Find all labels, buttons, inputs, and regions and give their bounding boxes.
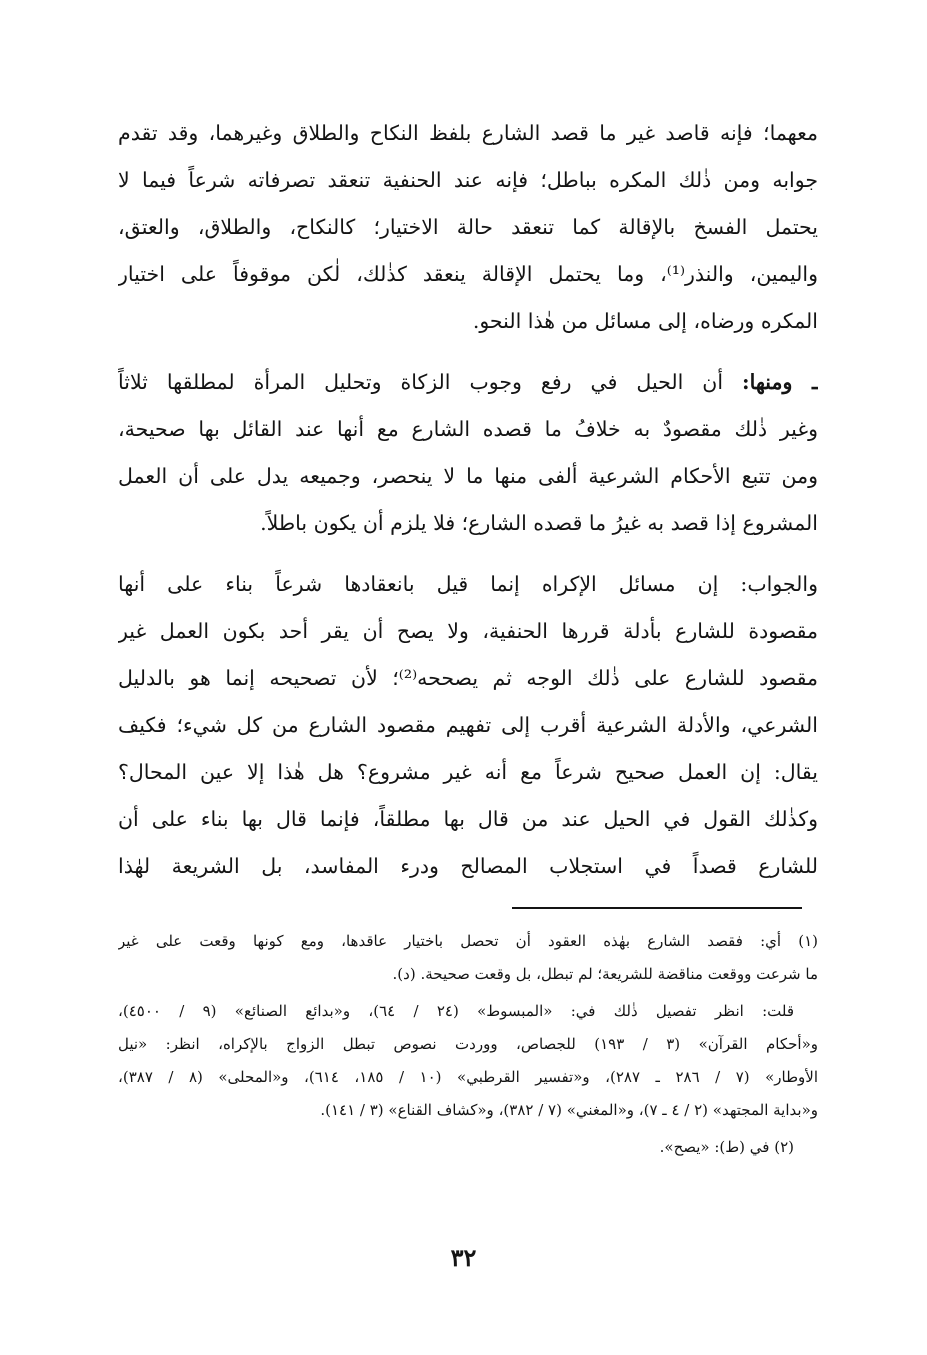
text-line: جوابه ومن ذٰلك المكره بباطل؛ فإنه عند الحنفية تنعقد تصرفاته شرعاً فيما لا (118, 168, 818, 192)
footnote-line: الأوطار» (٧ / ٢٨٦ ـ ٢٨٧)، و«تفسير القرطبي» (١٠ / ١٨٥، ٦١٤)، و«المحلى» (٨ / ٣٨٧)، (118, 1068, 818, 1086)
text-line: مقصود للشارع على ذٰلك الوجه ثم يصححه⁽²⁾؛ لأن تصحيحه إنما هو بالدليل (118, 666, 818, 690)
text-line: والجواب: إن مسائل الإكراه إنما قيل بانعقادها شرعاً بناء على أنها (118, 572, 818, 596)
text-line: يحتمل الفسخ بالإقالة كما تنعقد حالة الاختيار؛ كالنكاح، والطلاق، والعتق، (118, 215, 818, 239)
paragraph-lead: ـ ومنها: (742, 370, 818, 394)
footnote-line: و«بداية المجتهد» (٢ / ٤ ـ ٧)، و«المغني» (٧ / ٣٨٢)، و«كشاف القناع» (٣ / ١٤١). (320, 1101, 818, 1119)
footnote-2 (118, 1131, 818, 1164)
paragraph-1 (118, 110, 818, 345)
page-number: ٣٢ (450, 1243, 477, 1272)
text-line: وغير ذٰلك مقصودٌ به خلافُ ما قصده الشارع مع أنها عند القائل بها صحيحة، (118, 417, 818, 441)
text-line: وكذٰلك القول في الحيل عند من قال بها مطلقاً، فإنما قال بها بناء على أن (118, 807, 818, 831)
footnote-line: قلت: انظر تفصيل ذٰلك في: «المبسوط» (٢٤ / ٦٤)، و«بدائع الصنائع» (٩ / ٤٥٠٠)، (118, 1002, 795, 1020)
footnote-1 (118, 925, 818, 991)
text-run: أن الحيل في رفع وجوب الزكاة وتحليل المرأة لمطلقها ثلاثاً (118, 370, 743, 394)
footnote-line: و«أحكام القرآن» (٣ / ١٩٣) للجصاص، ووردت نصوص تبطل الزواج بالإكراه، انظر: «نيل (118, 1035, 818, 1053)
footnotes (118, 925, 818, 1164)
footnote-editor-note (118, 995, 818, 1127)
text-line: للشارع قصداً في استجلاب المصالح ودرء المفاسد، بل الشريعة لهٰذا (118, 854, 818, 878)
text-line: يقال: إن العمل صحيح شرعاً مع أنه غير مشروع؟ هل هٰذا إلا عين المحال؟ (118, 760, 818, 784)
footnote-line: ما شرعت ووقعت مناقضة للشريعة؛ لم تبطل، بل وقعت صحيحة. (د). (392, 965, 818, 983)
text-line (118, 359, 818, 406)
text-line: معهما؛ فإنه قاصد غير ما قصد الشارع بلفظ النكاح والطلاق وغيرهما، وقد تقدم (118, 121, 818, 145)
text-line: ومن تتبع الأحكام الشرعية ألفى منها ما لا ينحصر، وجميعه يدل على أن العمل (118, 464, 818, 488)
footnote-separator (512, 907, 802, 909)
footnote-line: (١) أي: فقصد الشارع بهٰذه العقود أن تحصل باختيار عاقدها، ومع كونها وقعت على غير (118, 932, 818, 950)
text-line: واليمين، والنذر⁽¹⁾، وما يحتمل الإقالة ينعقد كذٰلك، لٰكن موقوفاً على اختيار (118, 262, 818, 286)
paragraph-2 (118, 359, 818, 547)
text-line: المشروع إذا قصد به غيرُ ما قصده الشارع؛ فلا يلزم أن يكون باطلاً. (260, 511, 818, 535)
paragraph-3 (118, 561, 818, 890)
main-text (118, 110, 818, 890)
text-line: المكره ورضاه، إلى مسائل من هٰذا النحو. (472, 309, 818, 333)
text-line: مقصودة للشارع بأدلة قررها الحنفية، ولا يصح أن يقر أحد بكون العمل غير (118, 619, 818, 643)
footnote-line: (٢) في (ط): «يصح». (659, 1138, 794, 1156)
text-line: الشرعي، والأدلة الشرعية أقرب إلى تفهيم مقصود الشارع من كل شيء؛ فكيف (118, 713, 818, 737)
